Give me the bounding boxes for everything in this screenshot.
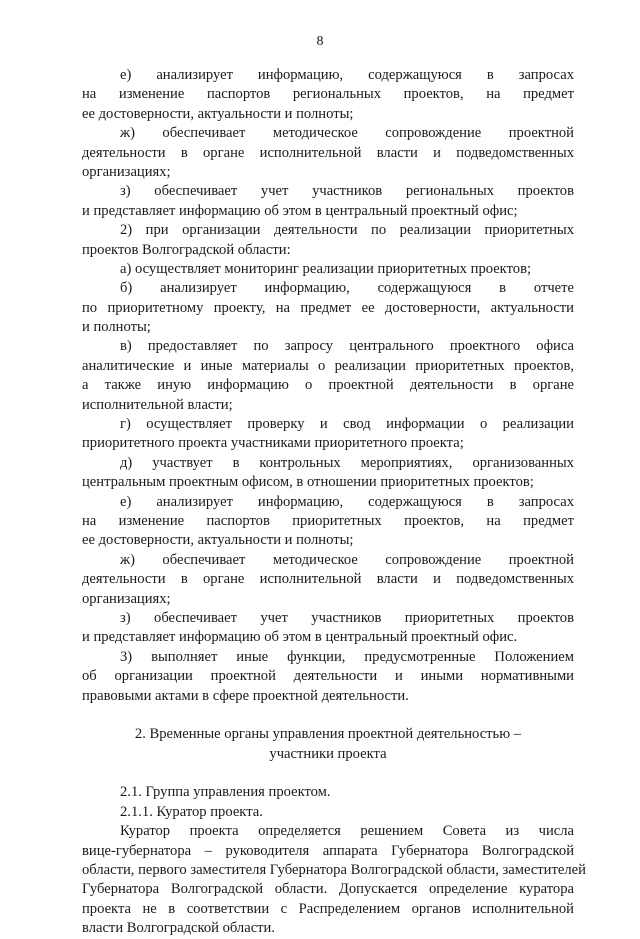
text-line: е) анализирует информацию, содержащуюся в запросах — [120, 67, 574, 83]
text-line: деятельности в органе исполнительной власти и подведомственных — [82, 144, 574, 161]
section-heading-line: 2. Временные органы управления проектной деятельностью – — [134, 726, 522, 743]
text-line: д) участвует в контрольных мероприятиях, организованных — [120, 454, 574, 471]
text-line: ж) обеспечивает методическое сопровождение проектной — [120, 125, 574, 142]
text-line: ж) обеспечивает методическое сопровождение проектной — [120, 551, 574, 568]
text-line: об организации проектной деятельности и иными нормативными — [82, 668, 574, 685]
text-line: 3) выполняет иные функции, предусмотренные Положением — [120, 648, 574, 665]
text-line: 2.1.1. Куратор проекта. — [120, 803, 263, 820]
text-line: на изменение паспортов региональных проектов, на предмет — [82, 86, 574, 103]
text-line: 2.1. Группа управления проектом. — [120, 784, 331, 801]
text-line: з) обеспечивает учет участников региональных проектов — [120, 183, 574, 200]
text-line: и полноты; — [82, 319, 151, 336]
text-line: Куратор проекта определяется решением Совета из числа — [120, 823, 574, 840]
text-line: е) анализирует информацию, содержащуюся в запросах — [120, 493, 574, 510]
document-body — [82, 66, 586, 939]
text-line: области, первого заместителя Губернатора Волгоградской области, заместителей — [82, 862, 586, 879]
text-line: и представляет информацию об этом в центральный проектный офис. — [82, 629, 518, 646]
text-line: вице-губернатора – руководителя аппарата Губернатора Волгоградской — [82, 842, 574, 859]
text-line: а) осуществляет мониторинг реализации приоритетных проектов; — [120, 260, 532, 277]
text-line: з) обеспечивает учет участников приоритетных проектов — [120, 609, 574, 626]
text-line: а также иную информацию о проектной деятельности в органе — [82, 377, 574, 394]
text-line: аналитические и иные материалы о реализации приоритетных проектов, — [82, 357, 574, 374]
section-heading-line: участники проекта — [269, 745, 387, 762]
page-number: 8 — [316, 34, 324, 49]
text-line: Губернатора Волгоградской области. Допускается определение куратора — [82, 881, 574, 898]
text-line: организациях; — [82, 590, 171, 607]
text-line: на изменение паспортов приоритетных проектов, на предмет — [82, 512, 574, 529]
text-line: центральным проектным офисом, в отношении приоритетных проектов; — [82, 474, 534, 491]
blank-line — [82, 706, 574, 725]
text-line: по приоритетному проекту, на предмет ее достоверности, актуальности — [82, 299, 574, 316]
text-line: и представляет информацию об этом в центральный проектный офис; — [82, 202, 518, 219]
text-line: г) осуществляет проверку и свод информации о реализации — [120, 416, 574, 433]
text-line: 2) при организации деятельности по реализации приоритетных — [120, 222, 574, 239]
text-line: проектов Волгоградской области: — [82, 241, 291, 258]
text-line: правовыми актами в сфере проектной деятельности. — [82, 687, 409, 704]
text-line: в) предоставляет по запросу центрального проектного офиса — [120, 338, 574, 355]
text-line: приоритетного проекта участниками приоритетного проекта; — [82, 435, 464, 452]
blank-line — [82, 764, 574, 783]
text-line: проекта не в соответствии с Распределением органов исполнительной — [82, 900, 574, 917]
text-line: власти Волгоградской области. — [82, 920, 276, 937]
text-line: исполнительной власти; — [82, 396, 233, 413]
text-line: ее достоверности, актуальности и полноты; — [82, 532, 354, 549]
text-line: б) анализирует информацию, содержащуюся в отчете — [120, 280, 574, 297]
text-line: организациях; — [82, 163, 171, 180]
text-line: ее достоверности, актуальности и полноты; — [82, 105, 354, 122]
text-line: деятельности в органе исполнительной власти и подведомственных — [82, 571, 574, 588]
